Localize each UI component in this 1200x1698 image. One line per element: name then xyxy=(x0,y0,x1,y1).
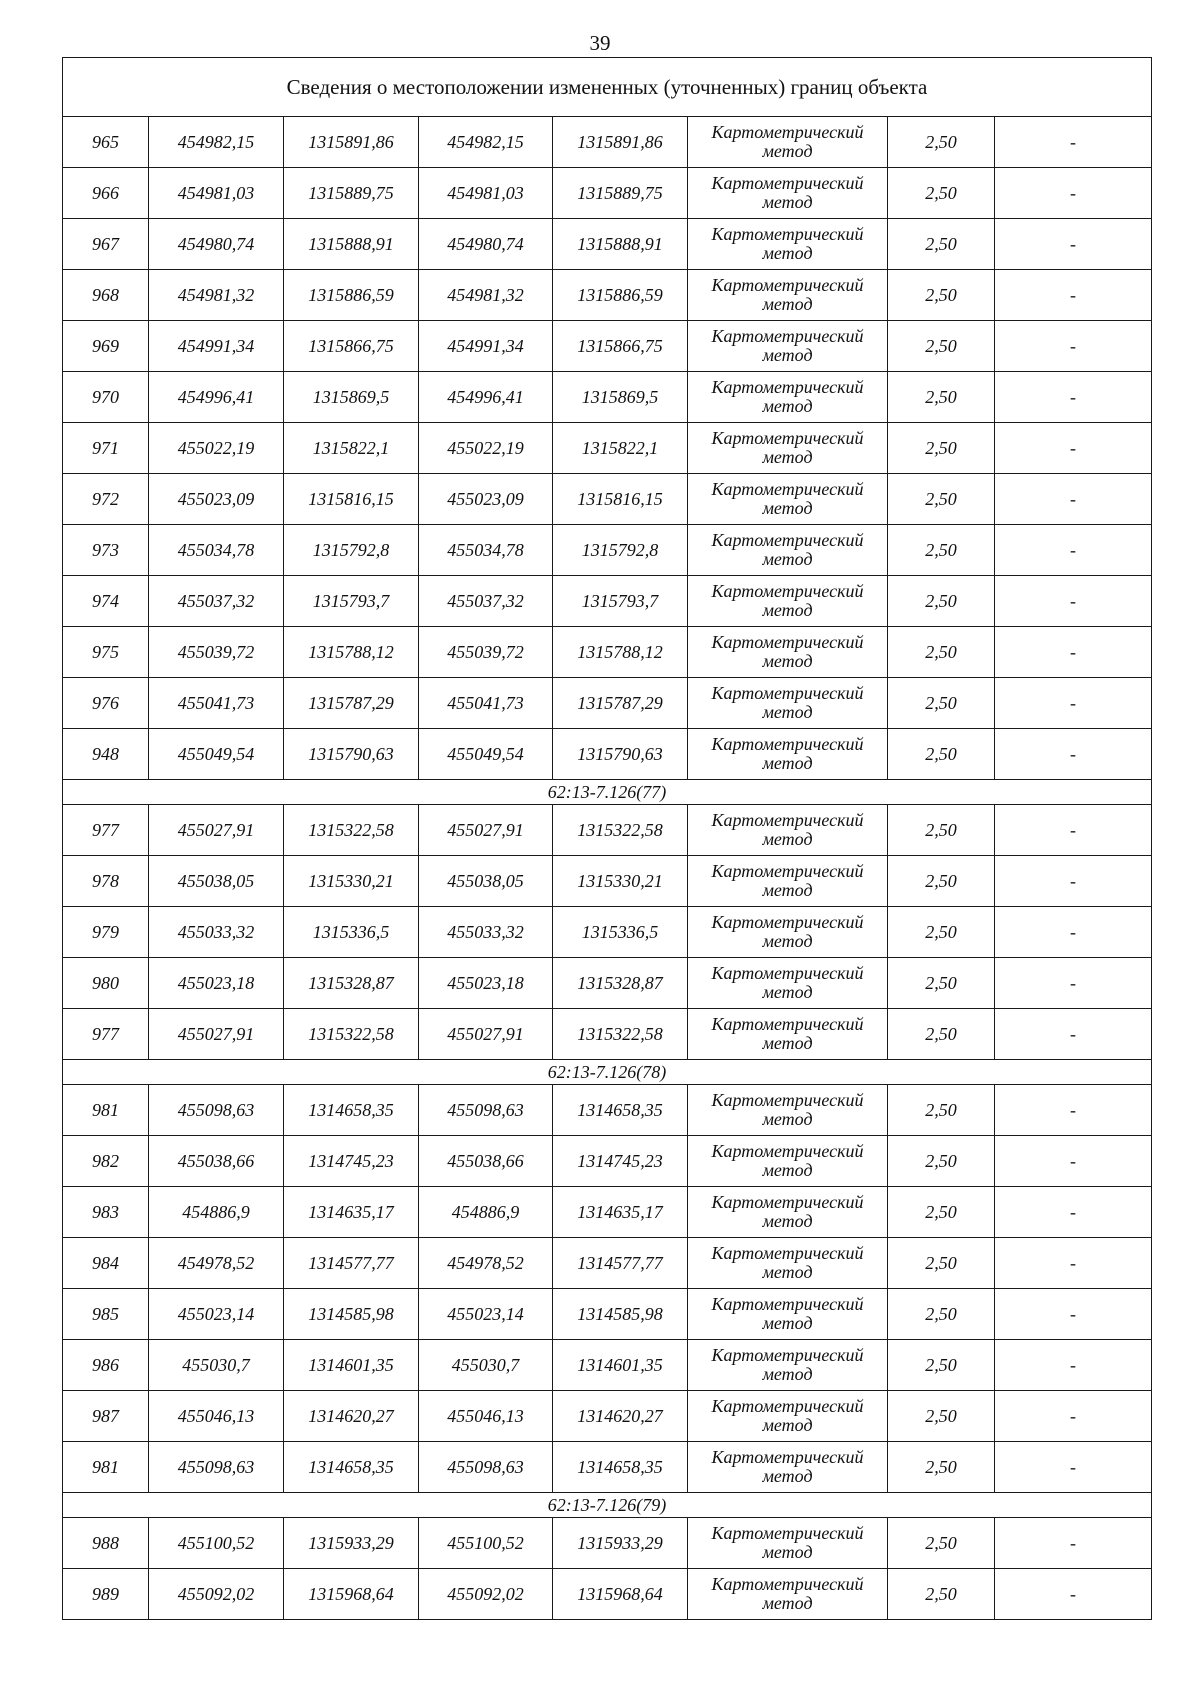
point-number-cell: 972 xyxy=(63,474,149,525)
x-existing-cell: 455100,52 xyxy=(149,1518,284,1569)
accuracy-cell: 2,50 xyxy=(888,1340,995,1391)
y-refined-cell: 1314635,17 xyxy=(553,1187,688,1238)
y-existing-cell: 1315328,87 xyxy=(284,958,419,1009)
point-number-cell: 973 xyxy=(63,525,149,576)
y-existing-cell: 1315790,63 xyxy=(284,729,419,780)
accuracy-cell: 2,50 xyxy=(888,372,995,423)
point-number-cell: 983 xyxy=(63,1187,149,1238)
y-refined-cell: 1315968,64 xyxy=(553,1569,688,1620)
point-number-cell: 985 xyxy=(63,1289,149,1340)
method-cell: Картометрический метод xyxy=(688,1518,888,1569)
x-existing-cell: 455037,32 xyxy=(149,576,284,627)
x-refined-cell: 455100,52 xyxy=(419,1518,553,1569)
method-cell: Картометрический метод xyxy=(688,525,888,576)
y-existing-cell: 1315330,21 xyxy=(284,856,419,907)
method-cell: Картометрический метод xyxy=(688,1340,888,1391)
description-cell: - xyxy=(995,678,1152,729)
boundary-coordinates-table xyxy=(62,57,1152,1620)
accuracy-cell: 2,50 xyxy=(888,525,995,576)
y-refined-cell: 1314601,35 xyxy=(553,1340,688,1391)
description-cell: - xyxy=(995,474,1152,525)
description-cell: - xyxy=(995,1518,1152,1569)
table-row xyxy=(63,168,1152,219)
description-cell: - xyxy=(995,1569,1152,1620)
point-number-cell: 977 xyxy=(63,1009,149,1060)
description-cell: - xyxy=(995,576,1152,627)
section-row xyxy=(63,1493,1152,1518)
point-number-cell: 976 xyxy=(63,678,149,729)
description-cell: - xyxy=(995,1136,1152,1187)
table-row xyxy=(63,1136,1152,1187)
point-number-cell: 966 xyxy=(63,168,149,219)
x-refined-cell: 455039,72 xyxy=(419,627,553,678)
x-existing-cell: 455023,09 xyxy=(149,474,284,525)
method-cell: Картометрический метод xyxy=(688,423,888,474)
y-refined-cell: 1315891,86 xyxy=(553,117,688,168)
table-row xyxy=(63,474,1152,525)
table-row xyxy=(63,1238,1152,1289)
y-existing-cell: 1314635,17 xyxy=(284,1187,419,1238)
point-number-cell: 980 xyxy=(63,958,149,1009)
y-refined-cell: 1315816,15 xyxy=(553,474,688,525)
x-existing-cell: 455039,72 xyxy=(149,627,284,678)
point-number-cell: 986 xyxy=(63,1340,149,1391)
x-refined-cell: 455046,13 xyxy=(419,1391,553,1442)
accuracy-cell: 2,50 xyxy=(888,1391,995,1442)
table-row xyxy=(63,1187,1152,1238)
x-existing-cell: 454980,74 xyxy=(149,219,284,270)
description-cell: - xyxy=(995,1442,1152,1493)
y-refined-cell: 1314620,27 xyxy=(553,1391,688,1442)
table-row xyxy=(63,1009,1152,1060)
method-cell: Картометрический метод xyxy=(688,805,888,856)
y-refined-cell: 1314658,35 xyxy=(553,1085,688,1136)
y-refined-cell: 1315328,87 xyxy=(553,958,688,1009)
point-number-cell: 977 xyxy=(63,805,149,856)
x-existing-cell: 455038,05 xyxy=(149,856,284,907)
y-refined-cell: 1315336,5 xyxy=(553,907,688,958)
description-cell: - xyxy=(995,1009,1152,1060)
method-cell: Картометрический метод xyxy=(688,627,888,678)
x-existing-cell: 455092,02 xyxy=(149,1569,284,1620)
accuracy-cell: 2,50 xyxy=(888,117,995,168)
description-cell: - xyxy=(995,219,1152,270)
y-existing-cell: 1315891,86 xyxy=(284,117,419,168)
x-existing-cell: 455027,91 xyxy=(149,1009,284,1060)
point-number-cell: 987 xyxy=(63,1391,149,1442)
table-title: Сведения о местоположении измененных (уточненных) границ объекта xyxy=(63,58,1152,117)
y-existing-cell: 1315866,75 xyxy=(284,321,419,372)
x-existing-cell: 454991,34 xyxy=(149,321,284,372)
point-number-cell: 971 xyxy=(63,423,149,474)
method-cell: Картометрический метод xyxy=(688,1085,888,1136)
section-label: 62:13-7.126(78) xyxy=(63,1060,1152,1085)
point-number-cell: 981 xyxy=(63,1442,149,1493)
table-row xyxy=(63,1289,1152,1340)
y-existing-cell: 1315822,1 xyxy=(284,423,419,474)
description-cell: - xyxy=(995,729,1152,780)
x-refined-cell: 455023,09 xyxy=(419,474,553,525)
method-cell: Картометрический метод xyxy=(688,474,888,525)
method-cell: Картометрический метод xyxy=(688,270,888,321)
accuracy-cell: 2,50 xyxy=(888,627,995,678)
y-existing-cell: 1314585,98 xyxy=(284,1289,419,1340)
method-cell: Картометрический метод xyxy=(688,1238,888,1289)
y-refined-cell: 1315886,59 xyxy=(553,270,688,321)
x-refined-cell: 455030,7 xyxy=(419,1340,553,1391)
y-refined-cell: 1315322,58 xyxy=(553,1009,688,1060)
method-cell: Картометрический метод xyxy=(688,321,888,372)
point-number-cell: 969 xyxy=(63,321,149,372)
x-existing-cell: 455049,54 xyxy=(149,729,284,780)
x-existing-cell: 455034,78 xyxy=(149,525,284,576)
description-cell: - xyxy=(995,1340,1152,1391)
y-existing-cell: 1315788,12 xyxy=(284,627,419,678)
y-refined-cell: 1315787,29 xyxy=(553,678,688,729)
description-cell: - xyxy=(995,805,1152,856)
y-existing-cell: 1315888,91 xyxy=(284,219,419,270)
y-existing-cell: 1315933,29 xyxy=(284,1518,419,1569)
x-refined-cell: 455038,05 xyxy=(419,856,553,907)
x-refined-cell: 454981,32 xyxy=(419,270,553,321)
point-number-cell: 965 xyxy=(63,117,149,168)
accuracy-cell: 2,50 xyxy=(888,1187,995,1238)
y-refined-cell: 1315330,21 xyxy=(553,856,688,907)
x-refined-cell: 454978,52 xyxy=(419,1238,553,1289)
description-cell: - xyxy=(995,627,1152,678)
table-row xyxy=(63,627,1152,678)
table-row xyxy=(63,576,1152,627)
y-existing-cell: 1314658,35 xyxy=(284,1085,419,1136)
accuracy-cell: 2,50 xyxy=(888,729,995,780)
x-refined-cell: 454982,15 xyxy=(419,117,553,168)
table-row xyxy=(63,270,1152,321)
description-cell: - xyxy=(995,321,1152,372)
accuracy-cell: 2,50 xyxy=(888,423,995,474)
y-existing-cell: 1315869,5 xyxy=(284,372,419,423)
description-cell: - xyxy=(995,270,1152,321)
description-cell: - xyxy=(995,1187,1152,1238)
table-row xyxy=(63,1391,1152,1442)
method-cell: Картометрический метод xyxy=(688,958,888,1009)
table-row xyxy=(63,856,1152,907)
point-number-cell: 982 xyxy=(63,1136,149,1187)
page-number: 39 xyxy=(589,31,611,55)
x-existing-cell: 455098,63 xyxy=(149,1085,284,1136)
x-refined-cell: 455033,32 xyxy=(419,907,553,958)
section-label: 62:13-7.126(77) xyxy=(63,780,1152,805)
table-title-row xyxy=(63,58,1152,117)
x-existing-cell: 454982,15 xyxy=(149,117,284,168)
y-refined-cell: 1315788,12 xyxy=(553,627,688,678)
y-refined-cell: 1314585,98 xyxy=(553,1289,688,1340)
method-cell: Картометрический метод xyxy=(688,576,888,627)
description-cell: - xyxy=(995,423,1152,474)
accuracy-cell: 2,50 xyxy=(888,805,995,856)
y-refined-cell: 1314745,23 xyxy=(553,1136,688,1187)
x-refined-cell: 455027,91 xyxy=(419,805,553,856)
table-row xyxy=(63,321,1152,372)
method-cell: Картометрический метод xyxy=(688,1569,888,1620)
method-cell: Картометрический метод xyxy=(688,168,888,219)
x-refined-cell: 454991,34 xyxy=(419,321,553,372)
x-existing-cell: 455033,32 xyxy=(149,907,284,958)
accuracy-cell: 2,50 xyxy=(888,270,995,321)
method-cell: Картометрический метод xyxy=(688,1289,888,1340)
point-number-cell: 989 xyxy=(63,1569,149,1620)
accuracy-cell: 2,50 xyxy=(888,907,995,958)
method-cell: Картометрический метод xyxy=(688,372,888,423)
x-refined-cell: 455098,63 xyxy=(419,1442,553,1493)
point-number-cell: 975 xyxy=(63,627,149,678)
x-refined-cell: 455022,19 xyxy=(419,423,553,474)
section-label: 62:13-7.126(79) xyxy=(63,1493,1152,1518)
y-existing-cell: 1315792,8 xyxy=(284,525,419,576)
x-refined-cell: 455098,63 xyxy=(419,1085,553,1136)
point-number-cell: 968 xyxy=(63,270,149,321)
x-existing-cell: 454886,9 xyxy=(149,1187,284,1238)
y-existing-cell: 1315787,29 xyxy=(284,678,419,729)
y-refined-cell: 1315888,91 xyxy=(553,219,688,270)
accuracy-cell: 2,50 xyxy=(888,1569,995,1620)
x-refined-cell: 455023,14 xyxy=(419,1289,553,1340)
accuracy-cell: 2,50 xyxy=(888,856,995,907)
x-existing-cell: 455046,13 xyxy=(149,1391,284,1442)
x-existing-cell: 454978,52 xyxy=(149,1238,284,1289)
x-existing-cell: 455023,14 xyxy=(149,1289,284,1340)
y-refined-cell: 1315790,63 xyxy=(553,729,688,780)
table-row xyxy=(63,372,1152,423)
description-cell: - xyxy=(995,117,1152,168)
table-row xyxy=(63,1569,1152,1620)
description-cell: - xyxy=(995,907,1152,958)
x-existing-cell: 455023,18 xyxy=(149,958,284,1009)
accuracy-cell: 2,50 xyxy=(888,576,995,627)
method-cell: Картометрический метод xyxy=(688,907,888,958)
method-cell: Картометрический метод xyxy=(688,1009,888,1060)
point-number-cell: 979 xyxy=(63,907,149,958)
y-existing-cell: 1314745,23 xyxy=(284,1136,419,1187)
x-refined-cell: 455037,32 xyxy=(419,576,553,627)
y-refined-cell: 1314577,77 xyxy=(553,1238,688,1289)
description-cell: - xyxy=(995,525,1152,576)
y-refined-cell: 1315866,75 xyxy=(553,321,688,372)
table-row xyxy=(63,525,1152,576)
y-existing-cell: 1315793,7 xyxy=(284,576,419,627)
accuracy-cell: 2,50 xyxy=(888,219,995,270)
x-refined-cell: 455038,66 xyxy=(419,1136,553,1187)
point-number-cell: 984 xyxy=(63,1238,149,1289)
table-row xyxy=(63,958,1152,1009)
table-body xyxy=(63,58,1152,1620)
y-existing-cell: 1314577,77 xyxy=(284,1238,419,1289)
table-row xyxy=(63,1340,1152,1391)
method-cell: Картометрический метод xyxy=(688,1187,888,1238)
x-refined-cell: 455034,78 xyxy=(419,525,553,576)
x-refined-cell: 454996,41 xyxy=(419,372,553,423)
y-existing-cell: 1314620,27 xyxy=(284,1391,419,1442)
accuracy-cell: 2,50 xyxy=(888,1085,995,1136)
method-cell: Картометрический метод xyxy=(688,856,888,907)
x-refined-cell: 455049,54 xyxy=(419,729,553,780)
section-row xyxy=(63,780,1152,805)
description-cell: - xyxy=(995,1085,1152,1136)
point-number-cell: 967 xyxy=(63,219,149,270)
description-cell: - xyxy=(995,168,1152,219)
point-number-cell: 948 xyxy=(63,729,149,780)
x-existing-cell: 455022,19 xyxy=(149,423,284,474)
point-number-cell: 970 xyxy=(63,372,149,423)
table-row xyxy=(63,1518,1152,1569)
y-refined-cell: 1315822,1 xyxy=(553,423,688,474)
y-existing-cell: 1314658,35 xyxy=(284,1442,419,1493)
x-refined-cell: 455092,02 xyxy=(419,1569,553,1620)
y-refined-cell: 1315793,7 xyxy=(553,576,688,627)
table-row xyxy=(63,423,1152,474)
method-cell: Картометрический метод xyxy=(688,729,888,780)
x-refined-cell: 455041,73 xyxy=(419,678,553,729)
y-existing-cell: 1315816,15 xyxy=(284,474,419,525)
y-existing-cell: 1314601,35 xyxy=(284,1340,419,1391)
y-refined-cell: 1315322,58 xyxy=(553,805,688,856)
accuracy-cell: 2,50 xyxy=(888,168,995,219)
x-refined-cell: 455027,91 xyxy=(419,1009,553,1060)
description-cell: - xyxy=(995,958,1152,1009)
method-cell: Картометрический метод xyxy=(688,219,888,270)
y-refined-cell: 1315792,8 xyxy=(553,525,688,576)
point-number-cell: 974 xyxy=(63,576,149,627)
description-cell: - xyxy=(995,372,1152,423)
x-refined-cell: 455023,18 xyxy=(419,958,553,1009)
description-cell: - xyxy=(995,1238,1152,1289)
x-refined-cell: 454886,9 xyxy=(419,1187,553,1238)
table-row xyxy=(63,1085,1152,1136)
table-row xyxy=(63,907,1152,958)
y-refined-cell: 1314658,35 xyxy=(553,1442,688,1493)
accuracy-cell: 2,50 xyxy=(888,678,995,729)
point-number-cell: 988 xyxy=(63,1518,149,1569)
table-row xyxy=(63,1442,1152,1493)
accuracy-cell: 2,50 xyxy=(888,1442,995,1493)
accuracy-cell: 2,50 xyxy=(888,474,995,525)
point-number-cell: 978 xyxy=(63,856,149,907)
y-existing-cell: 1315889,75 xyxy=(284,168,419,219)
x-refined-cell: 454981,03 xyxy=(419,168,553,219)
method-cell: Картометрический метод xyxy=(688,1136,888,1187)
accuracy-cell: 2,50 xyxy=(888,1518,995,1569)
accuracy-cell: 2,50 xyxy=(888,321,995,372)
accuracy-cell: 2,50 xyxy=(888,1289,995,1340)
y-refined-cell: 1315869,5 xyxy=(553,372,688,423)
table-row xyxy=(63,729,1152,780)
x-existing-cell: 454981,03 xyxy=(149,168,284,219)
y-refined-cell: 1315889,75 xyxy=(553,168,688,219)
table-row xyxy=(63,805,1152,856)
x-existing-cell: 455027,91 xyxy=(149,805,284,856)
description-cell: - xyxy=(995,1391,1152,1442)
method-cell: Картометрический метод xyxy=(688,678,888,729)
method-cell: Картометрический метод xyxy=(688,1442,888,1493)
y-refined-cell: 1315933,29 xyxy=(553,1518,688,1569)
description-cell: - xyxy=(995,856,1152,907)
x-existing-cell: 454981,32 xyxy=(149,270,284,321)
y-existing-cell: 1315336,5 xyxy=(284,907,419,958)
y-existing-cell: 1315322,58 xyxy=(284,805,419,856)
x-existing-cell: 454996,41 xyxy=(149,372,284,423)
description-cell: - xyxy=(995,1289,1152,1340)
accuracy-cell: 2,50 xyxy=(888,1009,995,1060)
method-cell: Картометрический метод xyxy=(688,1391,888,1442)
x-existing-cell: 455030,7 xyxy=(149,1340,284,1391)
accuracy-cell: 2,50 xyxy=(888,958,995,1009)
y-existing-cell: 1315968,64 xyxy=(284,1569,419,1620)
y-existing-cell: 1315322,58 xyxy=(284,1009,419,1060)
table-row xyxy=(63,117,1152,168)
x-refined-cell: 454980,74 xyxy=(419,219,553,270)
x-existing-cell: 455041,73 xyxy=(149,678,284,729)
x-existing-cell: 455038,66 xyxy=(149,1136,284,1187)
y-existing-cell: 1315886,59 xyxy=(284,270,419,321)
section-row xyxy=(63,1060,1152,1085)
accuracy-cell: 2,50 xyxy=(888,1238,995,1289)
point-number-cell: 981 xyxy=(63,1085,149,1136)
x-existing-cell: 455098,63 xyxy=(149,1442,284,1493)
accuracy-cell: 2,50 xyxy=(888,1136,995,1187)
table-row xyxy=(63,678,1152,729)
table-row xyxy=(63,219,1152,270)
method-cell: Картометрический метод xyxy=(688,117,888,168)
